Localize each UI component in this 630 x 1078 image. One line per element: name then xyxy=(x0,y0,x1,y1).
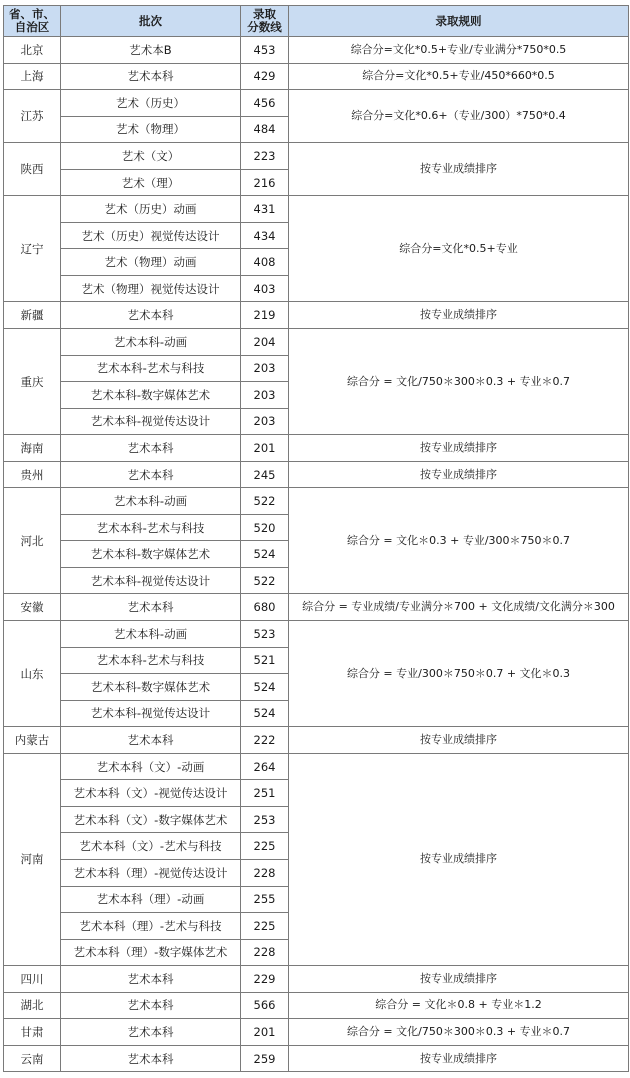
batch-cell: 艺术本科-动画 xyxy=(61,329,241,356)
score-cell: 228 xyxy=(241,859,289,886)
score-cell: 203 xyxy=(241,382,289,409)
score-cell: 264 xyxy=(241,753,289,780)
header-batch: 批次 xyxy=(61,6,241,37)
batch-cell: 艺术本科 xyxy=(61,727,241,754)
batch-cell: 艺术本科-视觉传达设计 xyxy=(61,408,241,435)
header-score-line2: 分数线 xyxy=(247,20,282,34)
province-cell: 安徽 xyxy=(4,594,61,621)
score-cell: 484 xyxy=(241,116,289,143)
score-cell: 434 xyxy=(241,222,289,249)
batch-cell: 艺术（历史）视觉传达设计 xyxy=(61,222,241,249)
rule-cell: 综合分 = 文化/750＊300＊0.3 + 专业＊0.7 xyxy=(289,1019,629,1046)
province-cell: 陕西 xyxy=(4,143,61,196)
batch-cell: 艺术本科 xyxy=(61,63,241,90)
province-cell: 新疆 xyxy=(4,302,61,329)
header-score-line1: 录取 xyxy=(253,7,276,21)
batch-cell: 艺术本科 xyxy=(61,435,241,462)
table-row xyxy=(4,966,629,993)
header-row xyxy=(4,6,629,37)
score-cell: 524 xyxy=(241,541,289,568)
batch-cell: 艺术（物理）动画 xyxy=(61,249,241,276)
rule-cell: 按专业成绩排序 xyxy=(289,435,629,462)
province-cell: 甘肃 xyxy=(4,1019,61,1046)
table-row xyxy=(4,63,629,90)
table-row xyxy=(4,37,629,64)
rule-cell: 综合分 = 文化＊0.8 + 专业＊1.2 xyxy=(289,992,629,1019)
batch-cell: 艺术本科 xyxy=(61,966,241,993)
province-cell: 湖北 xyxy=(4,992,61,1019)
score-cell: 522 xyxy=(241,488,289,515)
batch-cell: 艺术本科-动画 xyxy=(61,621,241,648)
table-row xyxy=(4,143,629,170)
batch-cell: 艺术（历史） xyxy=(61,90,241,117)
batch-cell: 艺术本科（理）-动画 xyxy=(61,886,241,913)
batch-cell: 艺术（历史）动画 xyxy=(61,196,241,223)
batch-cell: 艺术本科-视觉传达设计 xyxy=(61,700,241,727)
batch-cell: 艺术本科（理）-数字媒体艺术 xyxy=(61,939,241,966)
province-cell: 云南 xyxy=(4,1045,61,1072)
score-cell: 524 xyxy=(241,700,289,727)
score-cell: 251 xyxy=(241,780,289,807)
score-cell: 566 xyxy=(241,992,289,1019)
table-row xyxy=(4,488,629,515)
rule-cell: 综合分=文化*0.5+专业/专业满分*750*0.5 xyxy=(289,37,629,64)
rule-cell: 按专业成绩排序 xyxy=(289,966,629,993)
table-row xyxy=(4,594,629,621)
province-cell: 重庆 xyxy=(4,329,61,435)
table-header xyxy=(4,6,629,37)
rule-cell: 综合分=文化*0.5+专业 xyxy=(289,196,629,302)
rule-cell: 按专业成绩排序 xyxy=(289,302,629,329)
table-row xyxy=(4,621,629,648)
table-row xyxy=(4,90,629,117)
batch-cell: 艺术本科（文）-数字媒体艺术 xyxy=(61,806,241,833)
score-cell: 255 xyxy=(241,886,289,913)
score-cell: 253 xyxy=(241,806,289,833)
province-cell: 江苏 xyxy=(4,90,61,143)
score-cell: 259 xyxy=(241,1045,289,1072)
score-cell: 429 xyxy=(241,63,289,90)
score-cell: 201 xyxy=(241,435,289,462)
table-row xyxy=(4,1019,629,1046)
rule-cell: 综合分 = 专业成绩/专业满分＊700 + 文化成绩/文化满分＊300 xyxy=(289,594,629,621)
score-cell: 520 xyxy=(241,514,289,541)
batch-cell: 艺术本科 xyxy=(61,1019,241,1046)
header-province xyxy=(4,6,61,37)
batch-cell: 艺术本科-艺术与科技 xyxy=(61,514,241,541)
score-cell: 216 xyxy=(241,169,289,196)
table-row xyxy=(4,329,629,356)
batch-cell: 艺术本科 xyxy=(61,461,241,488)
score-cell: 204 xyxy=(241,329,289,356)
score-cell: 431 xyxy=(241,196,289,223)
rule-cell: 按专业成绩排序 xyxy=(289,143,629,196)
batch-cell: 艺术本科（文）-动画 xyxy=(61,753,241,780)
province-cell: 内蒙古 xyxy=(4,727,61,754)
table-row xyxy=(4,435,629,462)
batch-cell: 艺术本科-数字媒体艺术 xyxy=(61,541,241,568)
score-cell: 225 xyxy=(241,833,289,860)
admission-score-table xyxy=(3,5,629,1072)
table-row xyxy=(4,992,629,1019)
batch-cell: 艺术本科-艺术与科技 xyxy=(61,355,241,382)
province-cell: 河南 xyxy=(4,753,61,965)
score-cell: 456 xyxy=(241,90,289,117)
rule-cell: 综合分 = 专业/300＊750＊0.7 + 文化＊0.3 xyxy=(289,621,629,727)
province-cell: 辽宁 xyxy=(4,196,61,302)
batch-cell: 艺术（文） xyxy=(61,143,241,170)
batch-cell: 艺术本科-艺术与科技 xyxy=(61,647,241,674)
batch-cell: 艺术本科（理）-视觉传达设计 xyxy=(61,859,241,886)
score-cell: 408 xyxy=(241,249,289,276)
header-score xyxy=(241,6,289,37)
rule-cell: 按专业成绩排序 xyxy=(289,461,629,488)
score-cell: 222 xyxy=(241,727,289,754)
province-cell: 上海 xyxy=(4,63,61,90)
batch-cell: 艺术本科-数字媒体艺术 xyxy=(61,674,241,701)
batch-cell: 艺术本B xyxy=(61,37,241,64)
score-cell: 228 xyxy=(241,939,289,966)
rule-cell: 按专业成绩排序 xyxy=(289,753,629,965)
score-cell: 524 xyxy=(241,674,289,701)
rule-cell: 按专业成绩排序 xyxy=(289,727,629,754)
table-row xyxy=(4,196,629,223)
table-row xyxy=(4,1045,629,1072)
province-cell: 山东 xyxy=(4,621,61,727)
score-cell: 453 xyxy=(241,37,289,64)
score-cell: 203 xyxy=(241,355,289,382)
batch-cell: 艺术（物理）视觉传达设计 xyxy=(61,275,241,302)
score-cell: 219 xyxy=(241,302,289,329)
batch-cell: 艺术本科-数字媒体艺术 xyxy=(61,382,241,409)
batch-cell: 艺术本科（文）-视觉传达设计 xyxy=(61,780,241,807)
batch-cell: 艺术本科 xyxy=(61,302,241,329)
province-cell: 四川 xyxy=(4,966,61,993)
province-cell: 海南 xyxy=(4,435,61,462)
score-cell: 225 xyxy=(241,913,289,940)
province-cell: 河北 xyxy=(4,488,61,594)
header-province-line2: 自治区 xyxy=(14,20,50,34)
header-rule: 录取规则 xyxy=(289,6,629,37)
batch-cell: 艺术本科 xyxy=(61,1045,241,1072)
batch-cell: 艺术本科 xyxy=(61,992,241,1019)
score-cell: 523 xyxy=(241,621,289,648)
batch-cell: 艺术本科（文）-艺术与科技 xyxy=(61,833,241,860)
rule-cell: 按专业成绩排序 xyxy=(289,1045,629,1072)
rule-cell: 综合分 = 文化＊0.3 + 专业/300＊750＊0.7 xyxy=(289,488,629,594)
score-cell: 201 xyxy=(241,1019,289,1046)
score-cell: 229 xyxy=(241,966,289,993)
batch-cell: 艺术（物理） xyxy=(61,116,241,143)
batch-cell: 艺术本科-视觉传达设计 xyxy=(61,567,241,594)
table-body xyxy=(4,37,629,1072)
score-cell: 680 xyxy=(241,594,289,621)
batch-cell: 艺术（理） xyxy=(61,169,241,196)
table-row xyxy=(4,727,629,754)
batch-cell: 艺术本科 xyxy=(61,594,241,621)
table-row xyxy=(4,753,629,780)
rule-cell: 综合分=文化*0.6+（专业/300）*750*0.4 xyxy=(289,90,629,143)
province-cell: 贵州 xyxy=(4,461,61,488)
rule-cell: 综合分=文化*0.5+专业/450*660*0.5 xyxy=(289,63,629,90)
score-cell: 521 xyxy=(241,647,289,674)
score-cell: 245 xyxy=(241,461,289,488)
batch-cell: 艺术本科-动画 xyxy=(61,488,241,515)
score-cell: 403 xyxy=(241,275,289,302)
table-row xyxy=(4,302,629,329)
table-row xyxy=(4,461,629,488)
rule-cell: 综合分 = 文化/750＊300＊0.3 + 专业＊0.7 xyxy=(289,329,629,435)
score-cell: 522 xyxy=(241,567,289,594)
score-cell: 203 xyxy=(241,408,289,435)
batch-cell: 艺术本科（理）-艺术与科技 xyxy=(61,913,241,940)
province-cell: 北京 xyxy=(4,37,61,64)
header-province-line1: 省、市、 xyxy=(9,7,55,21)
score-cell: 223 xyxy=(241,143,289,170)
